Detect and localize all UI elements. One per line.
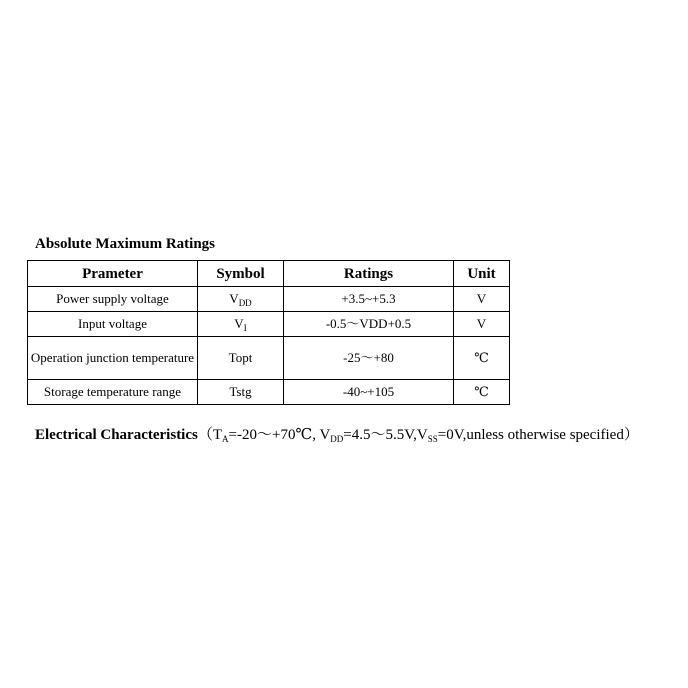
conditions-text: （T — [197, 427, 223, 443]
electrical-characteristics-heading — [35, 423, 639, 444]
conditions-text: =-20～+70℃, V — [228, 427, 331, 443]
ratings-cell: -25～+80 — [284, 337, 454, 380]
vdd-subscript: DD — [330, 434, 344, 444]
column-header-ratings: Ratings — [284, 261, 454, 287]
symbol-cell — [198, 337, 284, 380]
column-header-parameter: Prameter — [28, 261, 198, 287]
section-title-absolute-max: Absolute Maximum Ratings — [35, 236, 216, 252]
ratings-cell: +3.5~+5.3 — [284, 287, 454, 312]
symbol-main: Tstg — [229, 384, 252, 399]
symbol-cell — [198, 287, 284, 312]
parameter-cell: Power supply voltage — [28, 287, 198, 312]
ratings-cell: -40~+105 — [284, 380, 454, 405]
unit-cell: ℃ — [454, 337, 510, 380]
unit-cell: ℃ — [454, 380, 510, 405]
symbol-main: V — [229, 291, 239, 306]
symbol-subscript: I — [243, 323, 247, 333]
symbol-cell — [198, 380, 284, 405]
vss-subscript: SS — [427, 434, 438, 444]
absolute-max-ratings-table — [27, 260, 510, 405]
electrical-title: Electrical Characteristics — [35, 427, 198, 443]
ratings-cell: -0.5～VDD+0.5 — [284, 312, 454, 337]
ta-subscript: A — [222, 434, 229, 444]
symbol-subscript: DD — [238, 298, 252, 308]
table-row — [28, 337, 510, 380]
parameter-cell: Storage temperature range — [28, 380, 198, 405]
table-header-row — [28, 261, 510, 287]
conditions-text: =4.5～5.5V,V — [343, 427, 428, 443]
symbol-main: Topt — [228, 350, 253, 365]
column-header-unit: Unit — [454, 261, 510, 287]
unit-cell: V — [454, 312, 510, 337]
conditions-text: =0V,unless otherwise specified） — [437, 427, 639, 443]
parameter-cell: Operation junction temperature — [28, 337, 198, 380]
column-header-symbol: Symbol — [198, 261, 284, 287]
parameter-cell: Input voltage — [28, 312, 198, 337]
unit-cell: V — [454, 287, 510, 312]
table-row — [28, 380, 510, 405]
table-row — [28, 312, 510, 337]
symbol-cell — [198, 312, 284, 337]
symbol-main: V — [234, 316, 244, 331]
table-row — [28, 287, 510, 312]
